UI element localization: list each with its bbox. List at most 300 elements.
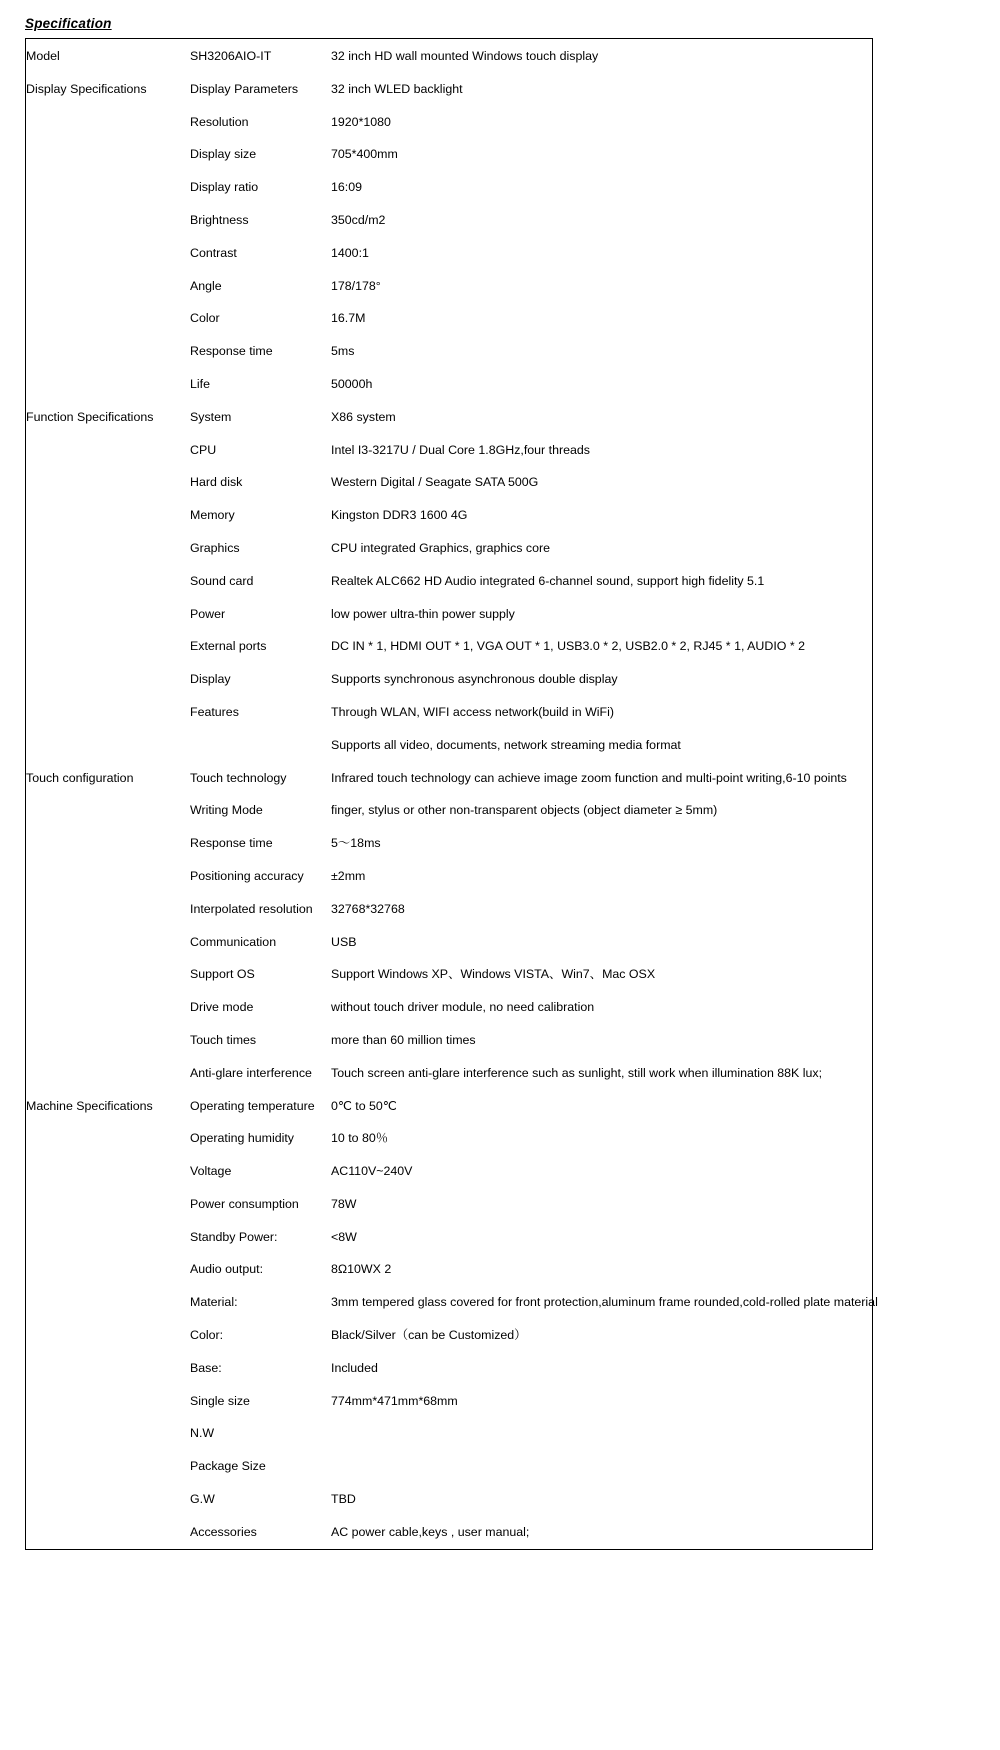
spec-value-cell: [307, 990, 874, 1023]
table-row: [26, 793, 874, 826]
table-row: [26, 170, 874, 203]
spec-value-cell: [307, 695, 874, 728]
spec-value-cell-text: Realtek ALC662 HD Audio integrated 6-channel sound, support high fidelity 5.1: [331, 573, 765, 588]
spec-value-cell-text: 1920*1080: [331, 114, 391, 129]
table-row: [26, 597, 874, 630]
spec-parameter-cell: [169, 1056, 312, 1089]
table-row: [26, 957, 874, 990]
spec-category-cell-text: [26, 1220, 169, 1231]
spec-value-cell-text: CPU integrated Graphics, graphics core: [331, 540, 551, 555]
table-row: [26, 1285, 874, 1318]
spec-parameter-cell-text: Operating temperature: [190, 1098, 315, 1113]
spec-category-cell-text: [26, 925, 169, 936]
spec-value-cell-text: TBD: [331, 1492, 356, 1507]
table-row: [26, 1252, 874, 1285]
spec-category-cell: [26, 1023, 169, 1056]
spec-category-cell: [26, 269, 169, 302]
spec-value-cell: [307, 203, 874, 236]
spec-parameter-cell-text: Resolution: [190, 114, 249, 129]
spec-value-cell-text: without touch driver module, no need calibration: [331, 1000, 595, 1015]
spec-category-cell-text: [26, 728, 169, 739]
spec-parameter-cell-text: Color:: [190, 1328, 224, 1343]
spec-category-cell-text: [26, 564, 169, 575]
spec-category-cell: [26, 400, 169, 433]
table-row: [26, 334, 874, 367]
spec-value-cell: [307, 465, 874, 498]
spec-parameter-cell: [169, 695, 307, 728]
spec-parameter-cell: [169, 269, 307, 302]
spec-category-cell-text: [26, 1154, 169, 1165]
spec-parameter-cell: [169, 137, 307, 170]
table-row: [26, 892, 874, 925]
spec-category-cell-text: Model: [26, 49, 60, 63]
spec-parameter-cell-text: Support OS: [190, 967, 255, 982]
spec-value-cell: [307, 957, 874, 990]
spec-category-cell: [26, 531, 169, 564]
spec-value-cell-text: AC110V~240V: [331, 1164, 413, 1179]
spec-category-cell: [26, 1482, 169, 1515]
table-row: [26, 761, 874, 794]
spec-parameter-cell: [169, 1285, 307, 1318]
spec-parameter-cell: [169, 859, 307, 892]
spec-value-cell: [307, 597, 874, 630]
spec-category-cell: [26, 1515, 169, 1548]
spec-category-cell: [26, 957, 169, 990]
spec-value-cell-text: [307, 1449, 874, 1460]
spec-value-cell-text: USB: [331, 934, 357, 949]
spec-category-cell-text: [26, 465, 169, 476]
spec-category-cell: [26, 1416, 169, 1449]
spec-parameter-cell: [169, 39, 307, 72]
spec-parameter-cell: [169, 400, 307, 433]
spec-category-cell-text: [26, 170, 169, 181]
spec-parameter-cell-text: Communication: [190, 934, 277, 949]
spec-value-cell: [307, 1318, 874, 1351]
spec-value-cell-text: 774mm*471mm*68mm: [331, 1393, 458, 1408]
table-row: [26, 859, 874, 892]
spec-category-cell: [26, 1121, 169, 1154]
spec-value-cell: [307, 892, 874, 925]
table-row: [26, 531, 874, 564]
spec-category-cell: [26, 1285, 169, 1318]
spec-value-cell: [307, 236, 874, 269]
spec-category-cell: [26, 1318, 169, 1351]
table-row: [26, 1384, 874, 1417]
spec-category-cell: [26, 1154, 169, 1187]
spec-parameter-cell: [169, 957, 307, 990]
spec-parameter-cell: [169, 1023, 307, 1056]
spec-parameter-cell-text: Color: [190, 311, 220, 326]
spec-category-cell: [26, 695, 169, 728]
spec-parameter-cell-text: Display size: [190, 147, 257, 162]
spec-parameter-cell-text: N.W: [190, 1426, 215, 1441]
table-row: [26, 1318, 874, 1351]
table-row: [26, 1023, 874, 1056]
spec-parameter-cell: [169, 925, 307, 958]
table-row: [26, 301, 874, 334]
spec-parameter-cell: [169, 1351, 307, 1384]
spec-value-cell: [307, 1187, 874, 1220]
table-row: [26, 1154, 874, 1187]
spec-parameter-cell: [169, 433, 307, 466]
spec-value-cell: [307, 301, 874, 334]
spec-category-cell-text: [26, 629, 169, 640]
spec-value-cell: [307, 334, 874, 367]
spec-category-cell: [26, 465, 169, 498]
spec-value-cell-text: 178/178°: [331, 278, 381, 293]
spec-parameter-cell-text: Power consumption: [190, 1196, 299, 1211]
spec-category-cell-text: [26, 1056, 169, 1067]
spec-category-cell-text: Touch configuration: [26, 770, 134, 785]
spec-value-cell-text: Support Windows XP、Windows VISTA、Win7、Mac OSX: [331, 967, 656, 982]
spec-parameter-cell: [169, 662, 307, 695]
spec-value-cell-text: 50000h: [331, 376, 373, 391]
spec-value-cell-text: 705*400mm: [331, 147, 398, 162]
spec-category-cell-text: [26, 1318, 169, 1329]
spec-value-cell: [307, 564, 874, 597]
spec-value-cell: [307, 1416, 874, 1449]
spec-value-cell: [307, 39, 874, 72]
spec-category-cell-text: Machine Specifications: [26, 1098, 153, 1113]
spec-parameter-cell-text: Hard disk: [190, 475, 243, 490]
spec-category-cell-text: [26, 859, 169, 870]
spec-category-cell: [26, 137, 169, 170]
spec-value-cell: [307, 1384, 874, 1417]
spec-parameter-cell: [169, 1187, 307, 1220]
spec-value-cell: [307, 1121, 874, 1154]
spec-category-cell-text: [26, 105, 169, 116]
table-row: [26, 72, 874, 105]
spec-value-cell: [307, 137, 874, 170]
spec-parameter-cell-text: Display: [190, 672, 231, 687]
spec-parameter-cell-text: Voltage: [190, 1164, 232, 1179]
table-row: [26, 1121, 874, 1154]
spec-value-cell: [307, 925, 874, 958]
spec-category-cell-text: [26, 236, 169, 247]
spec-category-cell-text: [26, 531, 169, 542]
spec-parameter-cell: [169, 892, 313, 925]
spec-parameter-cell: [169, 465, 307, 498]
spec-parameter-cell-text: Touch times: [190, 1032, 257, 1047]
spec-parameter-cell-text: Life: [190, 376, 210, 391]
spec-parameter-cell: [169, 1318, 307, 1351]
spec-category-cell: [26, 826, 169, 859]
table-row: [26, 564, 874, 597]
table-row: [26, 203, 874, 236]
spec-category-cell: [26, 1056, 169, 1089]
spec-category-cell: [26, 433, 169, 466]
spec-category-cell-text: [26, 793, 169, 804]
table-row: [26, 105, 874, 138]
spec-category-cell: [26, 662, 169, 695]
spec-value-cell-text: 32 inch WLED backlight: [331, 81, 463, 96]
spec-category-cell-text: [26, 433, 169, 444]
spec-parameter-cell-text: Operating humidity: [190, 1131, 294, 1146]
spec-value-cell-text: ±2mm: [331, 868, 366, 883]
spec-parameter-cell: [169, 72, 307, 105]
spec-category-cell-text: [26, 1252, 169, 1263]
spec-parameter-cell-text: Response time: [190, 344, 273, 359]
spec-value-cell-text: [307, 1416, 874, 1427]
spec-value-cell-text: 3mm tempered glass covered for front protection,aluminum frame rounded,cold-rolled plate material: [331, 1295, 878, 1310]
spec-category-cell-text: [26, 203, 169, 214]
table-row: [26, 1056, 874, 1089]
spec-value-cell: [307, 728, 874, 761]
spec-parameter-cell: [169, 1449, 307, 1482]
spec-value-cell-text: 0℃ to 50℃: [331, 1098, 397, 1113]
spec-parameter-cell-text: [169, 728, 307, 739]
spec-category-cell-text: [26, 597, 169, 608]
spec-value-cell-text: 32768*32768: [331, 901, 405, 916]
spec-value-cell-text: 16.7M: [331, 311, 366, 326]
spec-value-cell-text: 1400:1: [331, 245, 369, 260]
spec-parameter-cell-text: Sound card: [190, 573, 254, 588]
spec-category-cell-text: Function Specifications: [26, 409, 154, 424]
spec-value-cell: [307, 367, 874, 400]
spec-parameter-cell-text: Contrast: [190, 245, 237, 260]
spec-parameter-cell-text: Brightness: [190, 212, 249, 227]
spec-category-cell-text: [26, 1449, 169, 1460]
spec-parameter-cell: [169, 301, 307, 334]
spec-category-cell-text: [26, 1384, 169, 1395]
spec-value-cell: [307, 72, 874, 105]
spec-value-cell-text: 78W: [331, 1196, 357, 1211]
table-row: [26, 1482, 874, 1515]
spec-parameter-cell: [169, 170, 307, 203]
spec-parameter-cell-text: Response time: [190, 836, 273, 851]
spec-value-cell: [307, 1220, 874, 1253]
spec-value-cell: [307, 433, 874, 466]
spec-category-cell: [26, 728, 169, 761]
spec-parameter-cell-text: Display ratio: [190, 180, 259, 195]
spec-parameter-cell-text: Anti-glare interference: [190, 1065, 312, 1080]
table-row: [26, 39, 874, 72]
spec-parameter-cell: [169, 597, 307, 630]
spec-value-cell-text: 32 inch HD wall mounted Windows touch display: [331, 49, 599, 63]
table-row: [26, 1089, 874, 1122]
spec-value-cell-text: 16:09: [331, 180, 363, 195]
spec-value-cell-text: Kingston DDR3 1600 4G: [331, 508, 468, 523]
spec-value-cell-text: Touch screen anti-glare interference such as sunlight, still work when illumination 88K lux;: [331, 1065, 823, 1080]
spec-value-cell: [307, 269, 874, 302]
spec-parameter-cell: [169, 1252, 307, 1285]
spec-value-cell: [307, 1482, 874, 1515]
spec-value-cell: [307, 400, 874, 433]
spec-category-cell-text: [26, 1121, 169, 1132]
spec-value-cell: [307, 170, 874, 203]
spec-value-cell: [307, 1515, 874, 1548]
spec-value-cell-text: 350cd/m2: [331, 212, 386, 227]
spec-parameter-cell-text: CPU: [190, 442, 217, 457]
spec-category-cell: [26, 1252, 169, 1285]
spec-category-cell: [26, 1089, 169, 1122]
spec-parameter-cell: [169, 531, 307, 564]
spec-value-cell: [307, 662, 874, 695]
spec-category-cell-text: [26, 137, 169, 148]
spec-parameter-cell-text: Graphics: [190, 540, 240, 555]
spec-value-cell-text: Through WLAN, WIFI access network(build in WiFi): [331, 704, 614, 719]
spec-category-cell: [26, 564, 169, 597]
spec-category-cell-text: [26, 1187, 169, 1198]
spec-parameter-cell-text: SH3206AIO-IT: [190, 49, 272, 63]
spec-category-cell-text: [26, 957, 169, 968]
spec-category-cell: [26, 1220, 169, 1253]
spec-parameter-cell-text: Writing Mode: [190, 803, 263, 818]
spec-category-cell: [26, 925, 169, 958]
spec-value-cell: [307, 793, 874, 826]
spec-category-cell-text: [26, 269, 169, 280]
spec-parameter-cell-text: System: [190, 409, 232, 424]
table-row: [26, 1351, 874, 1384]
spec-value-cell: [307, 1285, 878, 1318]
spec-category-cell-text: [26, 367, 169, 378]
spec-category-cell-text: [26, 662, 169, 673]
table-row: [26, 629, 874, 662]
spec-value-cell: [307, 761, 874, 794]
page-title: Specification: [25, 16, 112, 31]
spec-category-cell: [26, 1187, 169, 1220]
spec-category-cell: [26, 236, 169, 269]
spec-value-cell-text: DC IN * 1, HDMI OUT * 1, VGA OUT * 1, USB3.0 * 2, USB2.0 * 2, RJ45 * 1, AUDIO * 2: [331, 639, 806, 654]
table-row: [26, 728, 874, 761]
spec-category-cell: [26, 367, 169, 400]
spec-parameter-cell-text: Package Size: [190, 1459, 266, 1474]
spec-category-cell: [26, 761, 169, 794]
table-row: [26, 498, 874, 531]
spec-value-cell-text: AC power cable,keys , user manual;: [331, 1524, 530, 1539]
spec-parameter-cell: [169, 629, 307, 662]
spec-parameter-cell-text: Touch technology: [190, 770, 287, 785]
spec-value-cell: [307, 1252, 874, 1285]
spec-category-cell: [26, 105, 169, 138]
spec-parameter-cell: [169, 1384, 307, 1417]
spec-category-cell-text: Display Specifications: [26, 81, 147, 96]
spec-value-cell-text: Included: [331, 1360, 378, 1375]
spec-value-cell: [307, 1056, 874, 1089]
spec-parameter-cell-text: G.W: [190, 1492, 215, 1507]
spec-category-cell-text: [26, 695, 169, 706]
spec-parameter-cell-text: Standby Power:: [190, 1229, 278, 1244]
spec-parameter-cell-text: Drive mode: [190, 1000, 254, 1015]
spec-value-cell: [307, 105, 874, 138]
spec-parameter-cell: [169, 236, 307, 269]
spec-category-cell: [26, 301, 169, 334]
spec-parameter-cell-text: Audio output:: [190, 1262, 264, 1277]
spec-parameter-cell: [169, 1416, 307, 1449]
spec-parameter-cell: [169, 564, 307, 597]
table-row: [26, 1220, 874, 1253]
spec-category-cell: [26, 1384, 169, 1417]
spec-value-cell-text: finger, stylus or other non-transparent objects (object diameter ≥ 5mm): [331, 803, 718, 818]
spec-category-cell-text: [26, 1023, 169, 1034]
spec-category-cell-text: [26, 498, 169, 509]
table-row: [26, 662, 874, 695]
spec-category-cell-text: [26, 1482, 169, 1493]
spec-value-cell-text: <8W: [331, 1229, 357, 1244]
spec-value-cell: [307, 1351, 874, 1384]
spec-category-cell-text: [26, 301, 169, 312]
spec-category-cell: [26, 72, 169, 105]
specification-table-box: [25, 38, 878, 1550]
table-row: [26, 465, 874, 498]
spec-category-cell-text: [26, 1515, 169, 1526]
spec-category-cell-text: [26, 1351, 169, 1362]
spec-parameter-cell: [169, 498, 307, 531]
spec-category-cell: [26, 498, 169, 531]
spec-category-cell-text: [26, 990, 169, 1001]
spec-parameter-cell: [169, 1482, 307, 1515]
spec-category-cell-text: [26, 1285, 169, 1296]
table-row: [26, 400, 874, 433]
spec-parameter-cell-text: Single size: [190, 1393, 250, 1408]
spec-value-cell-text: Black/Silver（can be Customized）: [331, 1328, 527, 1343]
spec-value-cell: [307, 531, 874, 564]
table-row: [26, 1187, 874, 1220]
spec-parameter-cell: [169, 334, 307, 367]
spec-value-cell-text: Supports all video, documents, network streaming media format: [331, 737, 681, 752]
spec-value-cell-text: low power ultra-thin power supply: [331, 606, 515, 621]
spec-category-cell: [26, 203, 169, 236]
table-row: [26, 826, 874, 859]
spec-parameter-cell-text: Display Parameters: [190, 81, 299, 96]
spec-parameter-cell: [169, 1154, 307, 1187]
table-row: [26, 367, 874, 400]
table-row: [26, 695, 874, 728]
spec-parameter-cell-text: Power: [190, 606, 226, 621]
spec-parameter-cell: [169, 105, 307, 138]
spec-parameter-cell: [169, 761, 307, 794]
spec-value-cell: [307, 629, 874, 662]
spec-parameter-cell: [169, 990, 307, 1023]
spec-value-cell: [307, 498, 874, 531]
spec-category-cell: [26, 170, 169, 203]
spec-parameter-cell-text: Interpolated resolution: [190, 901, 313, 916]
spec-parameter-cell-text: External ports: [190, 639, 267, 654]
spec-category-cell: [26, 793, 169, 826]
spec-category-cell-text: [26, 892, 169, 903]
spec-category-cell: [26, 892, 169, 925]
spec-value-cell: [307, 1449, 874, 1482]
spec-category-cell: [26, 39, 169, 72]
spec-category-cell-text: [26, 826, 169, 837]
table-row: [26, 990, 874, 1023]
spec-category-cell: [26, 334, 169, 367]
spec-category-cell-text: [26, 1416, 169, 1427]
spec-category-cell: [26, 629, 169, 662]
spec-category-cell: [26, 597, 169, 630]
table-row: [26, 925, 874, 958]
spec-value-cell-text: 8Ω10WX 2: [331, 1262, 392, 1277]
spec-parameter-cell-text: Angle: [190, 278, 222, 293]
spec-parameter-cell-text: Accessories: [190, 1524, 257, 1539]
spec-parameter-cell: [169, 793, 307, 826]
spec-category-cell: [26, 990, 169, 1023]
spec-category-cell-text: [26, 334, 169, 345]
spec-parameter-cell-text: Base:: [190, 1360, 222, 1375]
spec-value-cell-text: X86 system: [331, 409, 396, 424]
spec-parameter-cell: [169, 1121, 307, 1154]
spec-value-cell-text: 5ms: [331, 344, 355, 359]
table-row: [26, 1449, 874, 1482]
spec-value-cell: [307, 1154, 874, 1187]
spec-parameter-cell: [169, 203, 307, 236]
spec-parameter-cell: [169, 826, 307, 859]
spec-category-cell: [26, 1351, 169, 1384]
spec-parameter-cell-text: Memory: [190, 508, 235, 523]
table-row: [26, 1515, 874, 1548]
spec-value-cell: [307, 859, 874, 892]
spec-value-cell-text: 10 to 80％: [331, 1131, 389, 1146]
